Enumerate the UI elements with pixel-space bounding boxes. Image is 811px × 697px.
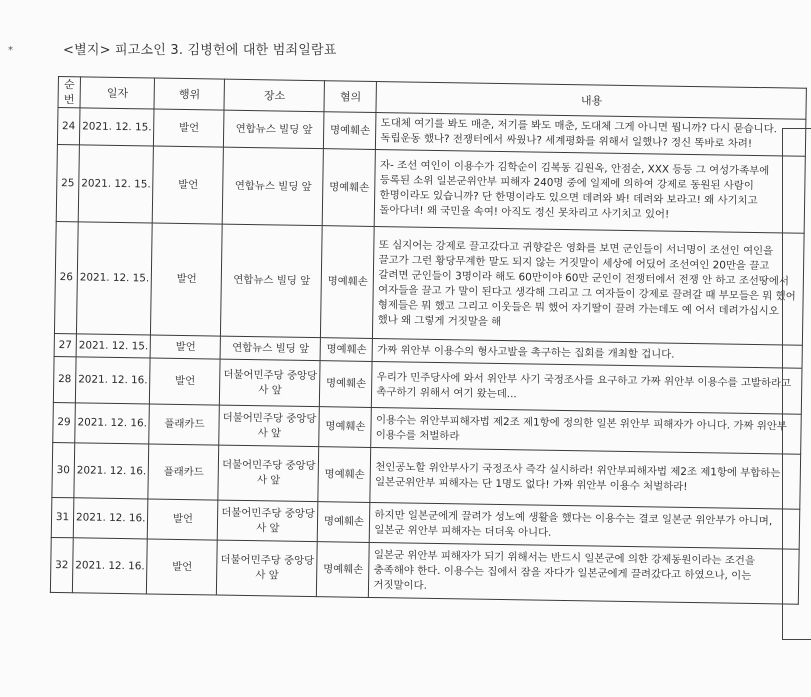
row-number: 29 [53, 402, 76, 442]
row-charge: 명예훼손 [319, 407, 372, 448]
table-row [54, 221, 804, 345]
header-act: 행위 [154, 78, 224, 110]
row-number: 24 [57, 108, 80, 145]
row-act: 발언 [148, 499, 219, 540]
row-number: 26 [54, 221, 78, 333]
page-title: <별지> 피고소인 3. 김병헌에 대한 범죄일람표 [63, 43, 337, 58]
row-date: 2021. 12. 15. [76, 222, 152, 335]
header-number: 순번 [58, 77, 80, 108]
table-row [56, 144, 806, 233]
row-content: 천인공노할 위안부사기 국정조사 즉각 실시하라! 위안부피해자법 제2조 제1항에 부합하는 일본군위안부 피해자는 단 1명도 없다! 가짜 위안부 이용수 처벌하라! [370, 447, 801, 509]
row-act: 플래카드 [148, 444, 219, 500]
row-charge: 명예훼손 [323, 149, 376, 227]
crime-list-table-container [50, 76, 807, 605]
row-charge: 명예훼손 [317, 542, 370, 598]
row-place: 더불어민주당 중앙당사 앞 [219, 405, 320, 447]
row-place: 연합뉴스 빌딩 앞 [221, 224, 323, 338]
row-content: 이용수는 위안부피해자법 제2조 제1항에 정의한 일본 위안부 피해자가 아니다. 가짜 위안부 이용수를 처벌하라 [371, 407, 802, 454]
row-number: 32 [50, 537, 73, 592]
row-act: 발언 [150, 335, 220, 359]
row-number: 28 [53, 356, 76, 402]
row-date: 2021. 12. 15. [78, 145, 154, 223]
row-number: 30 [52, 442, 75, 497]
row-place: 더불어민주당 중앙당사 앞 [218, 500, 319, 542]
table-row [50, 537, 799, 604]
row-charge: 명예훼손 [321, 226, 375, 339]
row-content: 또 심지어는 강제로 끌고갔다고 귀향같은 영화를 보면 군인들이 서너명이 조선인 여인을 끌고가 그런 황당무계한 말도 되지 않는 거짓말이 세상에 어딨어 조선여인 20만을 끌고 갈려면 군인들이 3명이라 해도 60만이야 60만 군인이 전쟁터에서 전쟁 안 하고 조선땅에서 여자들을 끌고 가 말이 된다고 생각해 그리고 그 여자들이 강제로 끌려갈 때 부모들은 뭐 했어 형제들은 뭐 했고 그리고 이웃들은 뭐 했어 자기딸이 끌려 가는데도 예 어서 데려가십시오 했나 왜 그렇게 거짓말을 해 [373, 226, 805, 345]
row-act: 발언 [154, 109, 225, 147]
row-charge: 명예훼손 [320, 361, 373, 408]
row-date: 2021. 12. 16. [75, 357, 150, 404]
adjacent-page-edge [782, 128, 811, 640]
row-place: 연합뉴스 빌딩 앞 [223, 147, 324, 226]
row-place: 연합뉴스 빌딩 앞 [224, 110, 325, 149]
row-content: 일본군 위안부 피해자가 되기 위해서는 반드시 일본군에 의한 강제동원이라는 조건을 충족해야 한다. 이용수는 집에서 잠을 자다가 일본군에게 끌려갔다고 하였으나, 이는 거짓말이다. [369, 542, 800, 604]
row-number: 31 [51, 497, 74, 537]
header-date: 일자 [80, 77, 155, 109]
row-date: 2021. 12. 16. [72, 538, 147, 594]
row-content: 도대체 여기를 봐도 매춘, 저기를 봐도 매춘, 도대체 그게 아니면 뭡니까? 다시 묻습니다. 독립운동 했나? 전쟁터에서 싸웠나? 세계평화를 위해서 일했나? 정신 똑바로 차려! [376, 113, 807, 157]
row-act: 발언 [151, 223, 223, 336]
row-date: 2021. 12. 15. [76, 334, 151, 358]
row-date: 2021. 12. 16. [73, 498, 148, 539]
row-content: 자- 조선 여인이 이용수가 김학순이 김복동 김원옥, 안점순, XXX 등등 그 여성가족부에 등록된 소위 일본군위안부 피해자 240명 중에 일제에 의하여 강제로 동원된 사람이 한명이라도 있습니까? 단 한명이라도 있으면 데려와 봐! 데려와 보라고! 왜 사기치고 돌아다녀! 왜 국민을 속여! 아직도 정신 못차리고 사기치고 있어! [375, 150, 806, 234]
row-charge: 명예훼손 [324, 112, 377, 150]
row-content: 우리가 민주당사에 와서 위안부 사기 국정조사를 요구하고 가짜 위안부 이용수를 고발하라고 촉구하기 위해서 여기 왔는데... [372, 361, 803, 414]
header-content: 내용 [376, 82, 806, 120]
row-place: 더불어민주당 중앙당사 앞 [217, 540, 318, 597]
row-place: 더불어민주당 중앙당사 앞 [220, 359, 321, 407]
row-date: 2021. 12. 15. [79, 108, 154, 146]
row-charge: 명예훼손 [318, 502, 371, 543]
row-date: 2021. 12. 16. [75, 403, 150, 444]
row-number: 27 [54, 333, 76, 356]
row-content: 가짜 위안부 이용수의 형사고발을 촉구하는 집회를 개최할 겁니다. [372, 338, 802, 368]
row-charge: 명예훼손 [320, 338, 372, 362]
margin-mark: * [8, 45, 13, 56]
row-place: 연합뉴스 빌딩 앞 [220, 336, 320, 361]
row-act: 플래카드 [149, 404, 220, 445]
row-content: 하지만 일본군에게 끌려가 성노예 생활을 했다는 이용수는 결코 일본군 위안부가 아니며, 일본군 위안부 피해자는 더더욱 아니다. [370, 502, 801, 549]
row-act: 발언 [147, 539, 218, 595]
header-charge: 혐의 [324, 81, 376, 113]
row-act: 발언 [150, 358, 221, 405]
crime-list-table [50, 76, 807, 605]
row-act: 발언 [153, 146, 224, 224]
row-date: 2021. 12. 16. [74, 443, 149, 499]
row-number: 25 [56, 144, 79, 221]
row-charge: 명예훼손 [318, 447, 371, 503]
header-place: 장소 [224, 79, 324, 112]
row-place: 더불어민주당 중앙당사 앞 [218, 445, 319, 502]
